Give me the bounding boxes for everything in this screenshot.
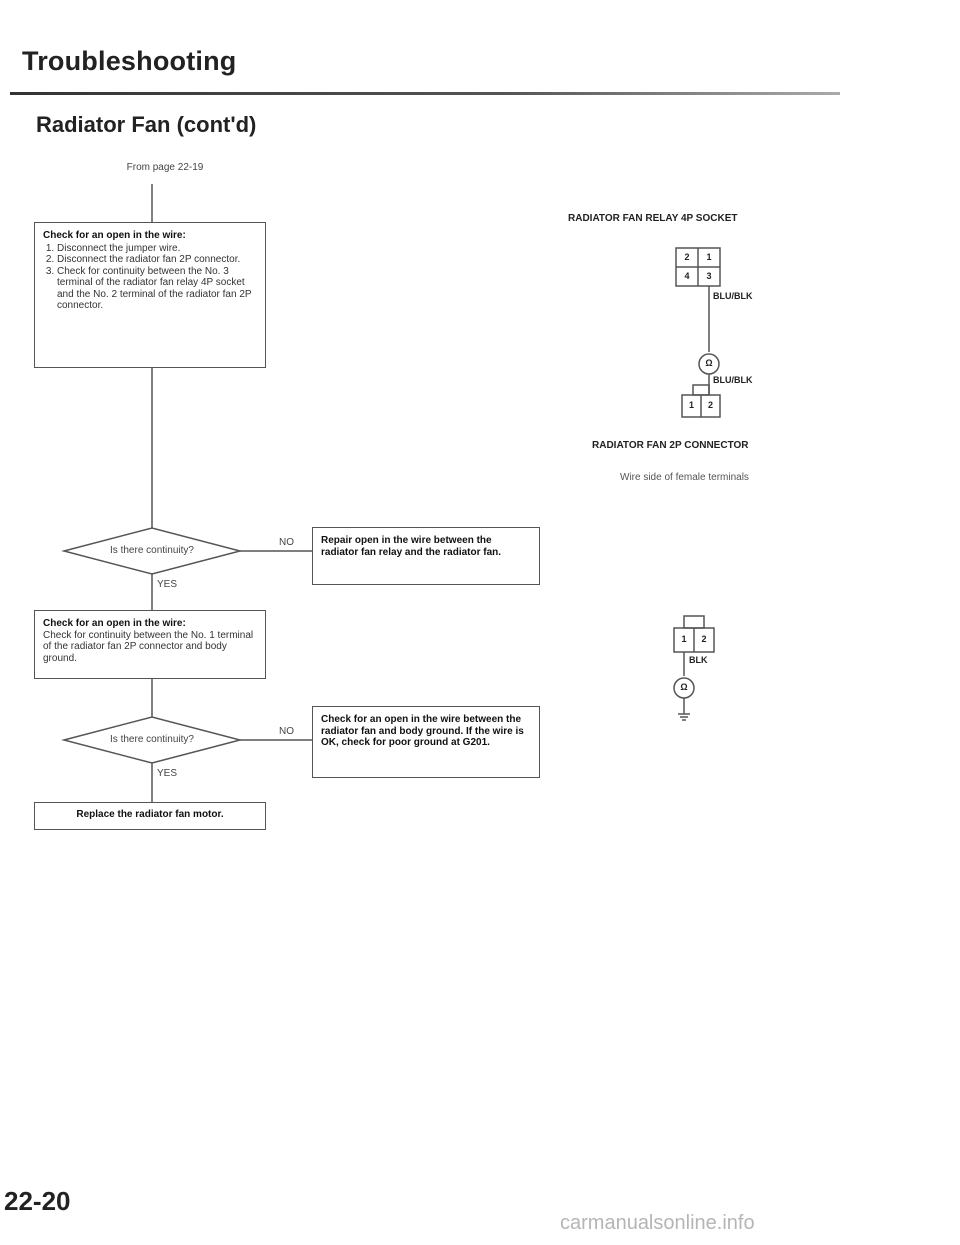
step1-heading: Check for an open in the wire: <box>43 230 186 241</box>
fan-connector-pin: 1 <box>688 400 694 410</box>
final-step-box: Replace the radiator fan motor. <box>34 802 266 830</box>
wire-color-bottom: BLU/BLK <box>713 375 753 385</box>
step1-item: 3. Check for continuity between the No. 3 terminal of the radiator fan relay 4P socket and the No. 2 terminal of the radiator fan 2P connector. <box>57 266 257 312</box>
fan-connector-tab <box>693 385 709 395</box>
page-title: Troubleshooting <box>22 46 237 76</box>
question2-text: Is there continuity? <box>110 734 194 745</box>
ohmmeter-symbol-top: Ω <box>705 358 713 368</box>
lower-connector-pin: 1 <box>681 634 687 644</box>
from-page-reference: From page 22-19 <box>126 162 204 173</box>
yes1-label: YES <box>157 579 178 590</box>
no2-label: NO <box>279 726 294 737</box>
step2-check-box <box>34 610 266 679</box>
ohmmeter-symbol-bottom: Ω <box>680 682 688 692</box>
lower-connector-pin: 2 <box>701 634 707 644</box>
section-title: Radiator Fan (cont'd) <box>36 112 257 137</box>
watermark: carmanualsonline.info <box>560 1212 755 1234</box>
no1-label: NO <box>279 537 294 548</box>
step1-item: 2. Disconnect the radiator fan 2P connector. <box>57 254 257 266</box>
step2-heading: Check for an open in the wire: <box>43 618 186 629</box>
relay-pin: 2 <box>684 252 690 262</box>
relay-pin: 1 <box>706 252 712 262</box>
fan-connector-caption: RADIATOR FAN 2P CONNECTOR <box>592 440 749 451</box>
lower-connector-tab <box>684 616 704 628</box>
relay-pin: 3 <box>706 271 712 281</box>
repair2-box: Check for an open in the wire between the radiator fan and body ground. If the wire is OK, check for poor ground at G201. <box>312 706 540 778</box>
step2-text: Check for continuity between the No. 1 terminal of the radiator fan 2P connector and body ground. <box>43 629 254 664</box>
fan-connector-pin: 2 <box>707 400 713 410</box>
lower-wire-color: BLK <box>689 655 708 665</box>
wire-color-top: BLU/BLK <box>713 291 753 301</box>
yes2-label: YES <box>157 768 178 779</box>
question1-text: Is there continuity? <box>110 545 194 556</box>
step1-check-box <box>34 222 266 368</box>
step1-list <box>43 243 257 312</box>
relay-pin: 4 <box>684 271 690 281</box>
repair1-box: Repair open in the wire between the radiator fan relay and the radiator fan. <box>312 527 540 585</box>
fan-connector-subcaption: Wire side of female terminals <box>620 472 749 483</box>
relay-socket-caption: RADIATOR FAN RELAY 4P SOCKET <box>568 213 738 224</box>
step1-item: 1. Disconnect the jumper wire. <box>57 243 257 255</box>
page-number: 22-20 <box>4 1186 71 1216</box>
